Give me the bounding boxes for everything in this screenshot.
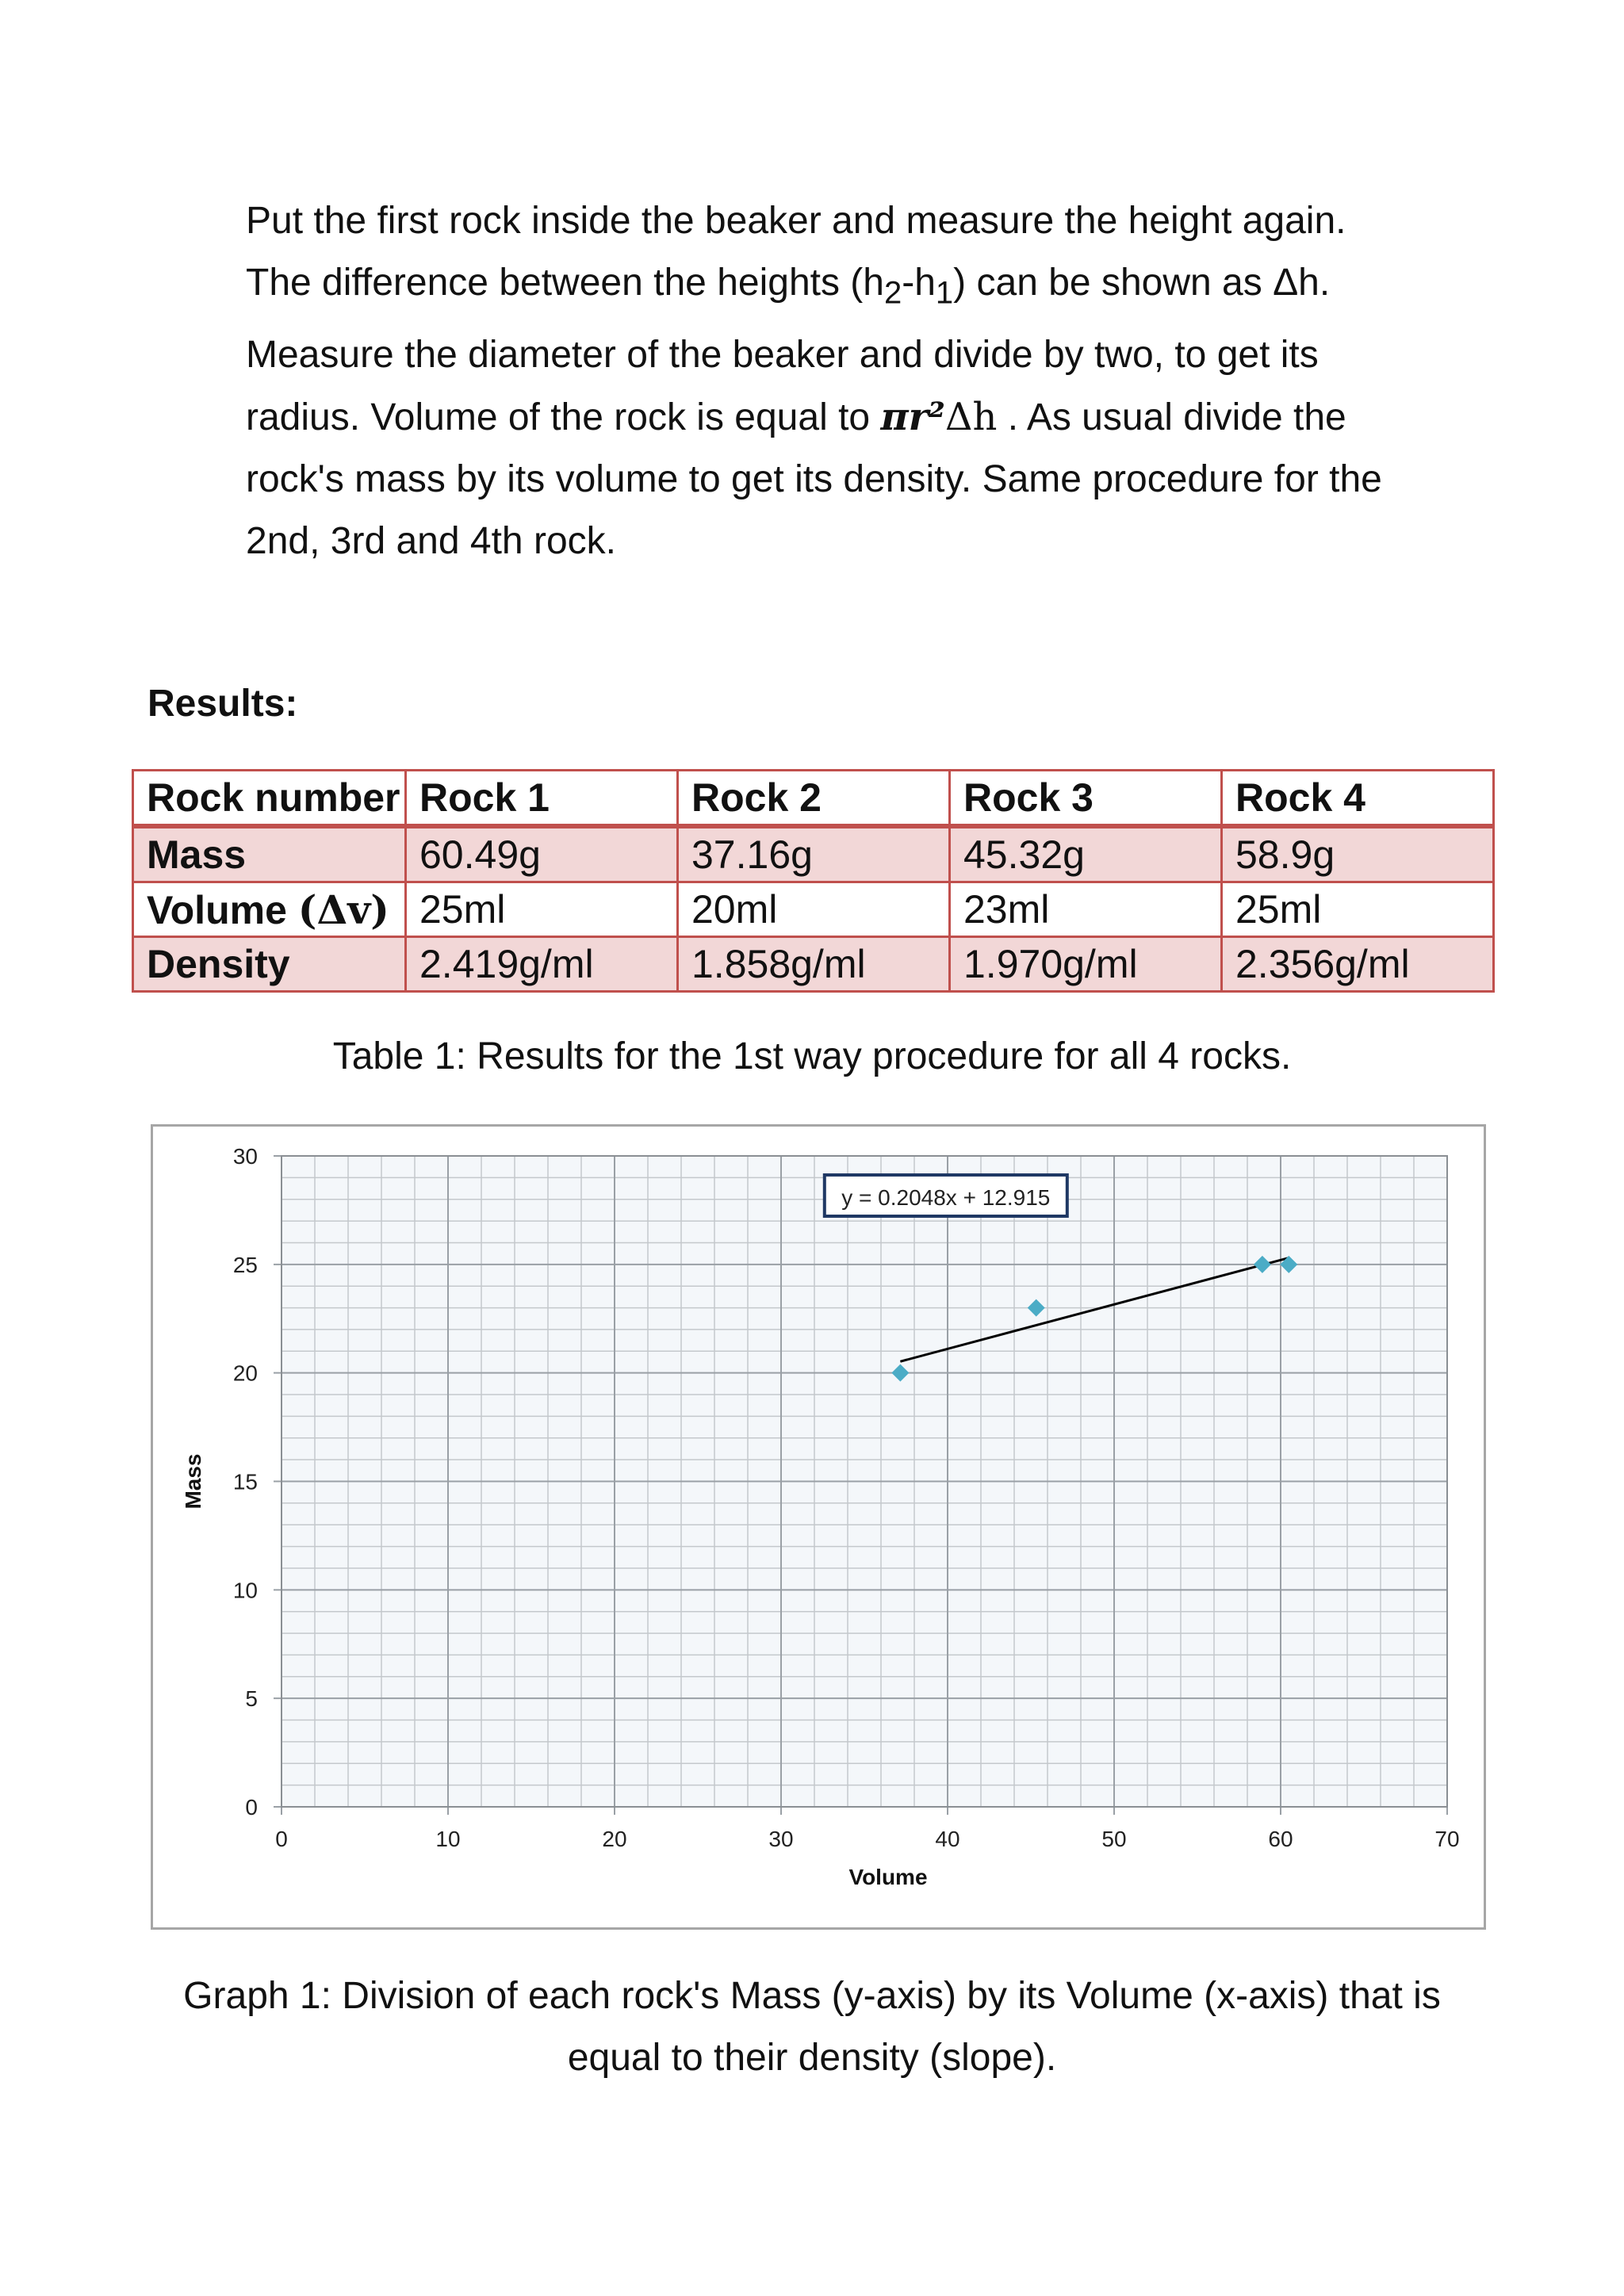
x-tick-label: 60 [1268,1827,1293,1851]
paragraph-line-5: rock's mass by its volume to get its density. Same procedure for the [246,457,1382,500]
table-cell: 1.970g/ml [950,937,1222,992]
paragraph-line-4b: . As usual divide the [997,396,1346,438]
table-cell: 1.858g/ml [678,937,950,992]
row-label: Density [133,937,406,992]
header-cell: Rock 3 [950,771,1222,827]
table-cell: 2.356g/ml [1222,937,1494,992]
y-axis-title: Mass [181,1453,205,1510]
row-label-math: (Δv) [297,886,389,933]
volume-formula: πr² [880,394,945,439]
delta-h: Δh [944,394,998,439]
paragraph-line-2b: -h [902,262,936,304]
paragraph-line-4a: radius. Volume of the rock is equal to [246,396,881,438]
table-row-mass [133,826,1494,882]
x-tick-label: 40 [935,1827,960,1851]
row-label: Mass [133,826,406,882]
table-cell: 37.16g [678,826,950,882]
header-cell: Rock number [133,771,406,827]
results-table [132,769,1495,993]
x-tick-label: 10 [435,1827,461,1851]
x-tick-label: 70 [1434,1827,1460,1851]
paragraph-line-6: 2nd, 3rd and 4th rock. [246,519,616,562]
header-cell: Rock 4 [1222,771,1494,827]
table-cell: 45.32g [950,826,1222,882]
x-tick-label: 20 [602,1827,627,1851]
procedure-paragraph [246,190,1479,572]
paragraph-line-2c: ) can be shown as Δh. [953,262,1331,304]
row-label-text: Volume [147,887,298,932]
subscript-2: 2 [883,275,902,311]
scatter-chart [151,1124,1486,1930]
table-row-density [133,937,1494,992]
row-label [133,882,406,937]
graph-caption-line-2: equal to their density (slope). [567,2037,1057,2079]
y-tick-label: 25 [232,1252,258,1277]
y-tick-label: 30 [232,1144,258,1169]
table-cell: 25ml [406,882,678,937]
paragraph-line-2a: The difference between the heights (h [246,262,884,304]
table-cell: 2.419g/ml [406,937,678,992]
x-tick-label: 50 [1101,1827,1127,1851]
table-header-row [133,771,1494,827]
table-cell: 25ml [1222,882,1494,937]
paragraph-line-1: Put the first rock inside the beaker and measure the height again. [246,200,1346,242]
header-cell: Rock 2 [678,771,950,827]
y-tick-label: 10 [232,1578,258,1603]
results-heading: Results: [147,683,298,725]
y-tick-label: 20 [232,1360,258,1386]
y-tick-label: 5 [245,1686,258,1712]
table-cell: 58.9g [1222,826,1494,882]
x-tick-label: 0 [275,1827,288,1851]
table-caption: Table 1: Results for the 1st way procedure for all 4 rocks. [332,1035,1292,1077]
trendline-equation: y = 0.2048x + 12.915 [841,1184,1051,1210]
y-tick-label: 0 [245,1795,258,1820]
paragraph-line-3: Measure the diameter of the beaker and divide by two, to get its [246,333,1319,376]
x-tick-label: 30 [768,1827,794,1851]
table-cell: 60.49g [406,826,678,882]
chart-svg [153,1127,1488,1932]
graph-caption-line-1: Graph 1: Division of each rock's Mass (y-axis) by its Volume (x-axis) that is [183,1975,1441,2017]
header-cell: Rock 1 [406,771,678,827]
table-cell: 20ml [678,882,950,937]
x-axis-title: Volume [848,1865,928,1889]
y-tick-label: 15 [232,1469,258,1494]
table-cell: 23ml [950,882,1222,937]
table-row-volume [133,882,1494,937]
subscript-1: 1 [935,275,954,311]
